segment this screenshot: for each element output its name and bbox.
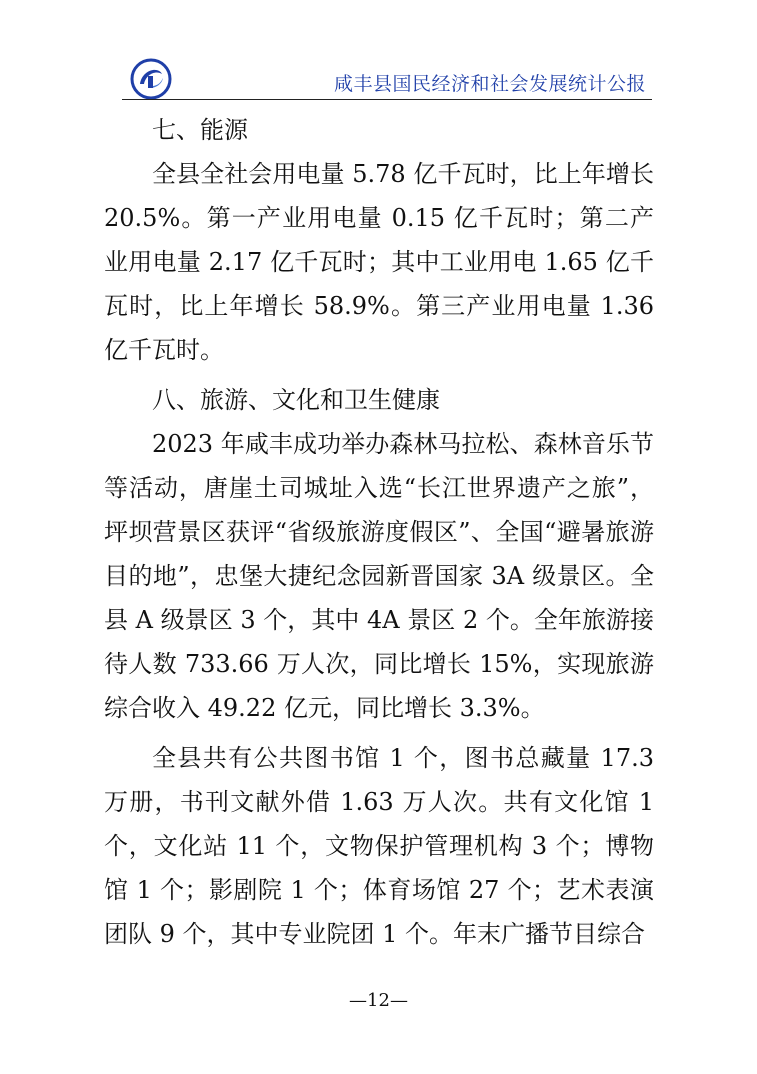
report-title: 咸丰县国民经济和社会发展统计公报 — [333, 73, 646, 95]
page-number: —12— — [349, 990, 408, 1011]
document-body — [104, 108, 654, 956]
header-divider — [122, 99, 652, 100]
tourism-paragraph: 2023 年咸丰成功举办森林马拉松、森林音乐节等活动，唐崖土司城址入选“长江世界遗产之旅”，坪坝营景区获评“省级旅游度假区”、全国“避暑旅游目的地”，忠堡大捷纪念园新晋国家 3A 级景区。全县 A 级景区 3 个，其中 4A 景区 2 个。全年旅游接待人数 733.66 万人次，同比增长 15%，实现旅游综合收入 49.22 亿元，同比增长 3.3%。 — [104, 430, 654, 722]
statistics-bureau-logo-icon — [130, 58, 172, 100]
culture-facilities-paragraph: 全县共有公共图书馆 1 个，图书总藏量 17.3 万册，书刊文献外借 1.63 万人次。共有文化馆 1 个，文化站 11 个，文物保护管理机构 3 个；博物馆 1 个；影剧院 1 个；体育场馆 27 个；艺术表演团队 9 个，其中专业院团 1 个。年末广播节目综合 — [104, 744, 654, 948]
page-header — [122, 52, 652, 102]
energy-paragraph: 全县全社会用电量 5.78 亿千瓦时，比上年增长 20.5%。第一产业用电量 0.15 亿千瓦时；第二产业用电量 2.17 亿千瓦时；其中工业用电 1.65 亿千瓦时，比上年增长 58.9%。第三产业用电量 1.36 亿千瓦时。 — [104, 160, 654, 364]
section-heading-energy: 七、能源 — [152, 116, 248, 144]
section-heading-tourism-culture-health: 八、旅游、文化和卫生健康 — [152, 386, 440, 414]
